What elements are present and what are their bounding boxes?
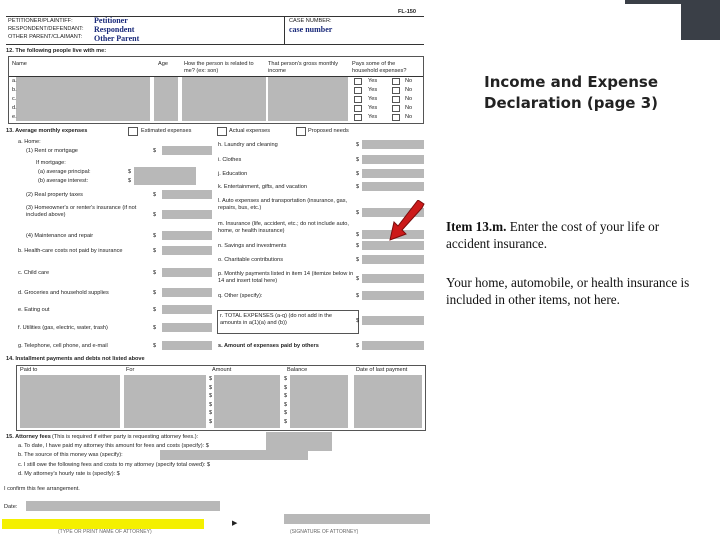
row-c: c.: [12, 96, 17, 102]
item-s: s. Amount of expenses paid by others: [218, 343, 319, 349]
right-amount-field-9[interactable]: [362, 291, 424, 300]
party-value-1: Petitioner: [94, 16, 128, 25]
row-2-yes-checkbox[interactable]: [354, 96, 362, 103]
amount-dollar-sign: $: [209, 418, 213, 425]
right-amount-field-2[interactable]: [362, 169, 424, 178]
col-for: For: [126, 367, 135, 373]
row-2-no-label: No: [405, 96, 413, 102]
col-pays: Pays some of the household expenses?: [352, 61, 407, 74]
amount-dollar-sign: $: [356, 276, 360, 282]
form-fl150-page3: FL-150 PETITIONER/PLAINTIFF: RESPONDENT/DEFENDANT: OTHER PARENT/CLAIMANT: Petitioner Respondent Other Parent CASE NUMBER: case number 12. The following people live with me: Name Age How the person is related to me? (ex: son) That person's gross monthly income Pays some of the household expenses? a. b. c. d. e. Yes No Yes No Yes No Yes No Yes No 13. Average monthly expenses Estimated expenses Actual expenses Proposed needs a. Home: (1) Rent or mortgage $ If mortgage: (a) average principal: $ (b) average interest: $ (2) Real property taxes $ (3) Homeowner's or renter's insurance (if not included above) $ (4) Maintenance and repair $ b. Health-care costs not paid by insurance $ c. Child care $ d. Groceries and household supplies $ e. Eating out $ f. Utilities (gas, electric, water, trash) $ g. Telephone, cell phone, and e-mail $ h. Laundry and cleaning i. Clothes j. Education k. Entertainment, gifts, and vacation l. Auto expenses and transportation (insurance, gas, repairs, bus, etc.) m. Insurance (life, accident, etc.; do not include auto, home, or health insurance) n. Savings and investments o. Charitable contributions p. Monthly payments listed in item 14 (itemize below in 14 and insert total here) q. Other (specify): r. TOTAL EXPENSES (a-q) (do not add in the amounts in a(1)(a) and (b)) s. Amount of expenses paid by others $ $ $ $ $ $ $ $ $ $ $ $ 14. Installment payments and debts not listed above Paid to For Amount Balance Date of last payment $ $ $ $ $ $ $ $ $ $ $ $ 15. Attorney fees (This is required if either party is requesting attorney fees.): a. To date, I have paid my attorney this amount for fees and costs (specify): $ b. The source of this money was (specify): c. I still owe the following fees and costs to my attorney (specify total owed): $ d. My attorney's hourly rate is (specify): $ I confirm this fee arrangement. Date: ▶ (TYPE OR PRINT NAME OF ATTORNEY) (SIGNATURE OF ATTORNEY): [0, 0, 430, 540]
amount-dollar-sign: $: [356, 171, 360, 177]
amount-dollar-sign: $: [209, 401, 213, 408]
section-15-sub: (This is required if either party is requesting attorney fees.):: [52, 434, 199, 440]
sig-right-caption: (SIGNATURE OF ATTORNEY): [290, 529, 359, 535]
party-label-2: RESPONDENT/DEFENDANT:: [8, 26, 84, 32]
row-3-yes-checkbox[interactable]: [354, 105, 362, 112]
item-p: p. Monthly payments listed in item 14 (itemize below in 14 and insert total here): [218, 271, 354, 284]
row-0-no-checkbox[interactable]: [392, 78, 400, 85]
item-r: r. TOTAL EXPENSES (a-q) (do not add in the amounts in a(1)(a) and (b)): [220, 313, 333, 326]
col-relation: How the person is related to me? (ex: son): [184, 61, 254, 74]
item-a: a. Home:: [18, 139, 41, 145]
section-12-title: 12. The following people live with me:: [6, 48, 107, 54]
proposed-checkbox[interactable]: [296, 127, 306, 136]
date-label: Date:: [4, 504, 18, 510]
case-number-value: case number: [289, 25, 333, 34]
right-amount-field-10[interactable]: [362, 316, 424, 325]
item-a3: (3) Homeowner's or renter's insurance (if not included above): [26, 205, 137, 218]
estimated-checkbox[interactable]: [128, 127, 138, 136]
party-label-1: PETITIONER/PLAINTIFF:: [8, 18, 73, 24]
right-amount-field-0[interactable]: [362, 140, 424, 149]
actual-checkbox[interactable]: [217, 127, 227, 136]
right-amount-field-7[interactable]: [362, 255, 424, 264]
balance-dollar-sign: $: [284, 418, 288, 425]
item-k: k. Entertainment, gifts, and vacation: [218, 184, 307, 190]
note-item-text: Enter the cost of your life or accident insurance.: [446, 219, 660, 251]
sig-left-caption: (TYPE OR PRINT NAME OF ATTORNEY): [58, 529, 152, 535]
party-value-3: Other Parent: [94, 34, 140, 43]
col-balance: Balance: [287, 367, 308, 373]
item-f: f. Utilities (gas, electric, water, trash): [18, 325, 108, 331]
item-principal: (a) average principal:: [38, 169, 91, 175]
fee-c: c. I still owe the following fees and costs to my attorney (specify total owed): $: [18, 462, 211, 468]
item-c: c. Child care: [18, 270, 50, 276]
item-m: m. Insurance (life, accident, etc.; do not include auto, home, or health insurance): [218, 221, 349, 234]
item-q: q. Other (specify):: [218, 293, 263, 299]
amount-dollar-sign: $: [356, 210, 360, 216]
corner-decoration: [625, 0, 720, 40]
fee-d: d. My attorney's hourly rate is (specify): $: [18, 471, 120, 477]
row-a: a.: [12, 78, 17, 84]
amount-dollar-sign: $: [356, 184, 360, 190]
item-a1: (1) Rent or mortgage: [26, 148, 78, 154]
next-arrow-icon: ▶: [232, 520, 238, 527]
item-d: d. Groceries and household supplies: [18, 290, 109, 296]
fee-confirm: I confirm this fee arrangement.: [4, 486, 80, 492]
item-a4: (4) Maintenance and repair: [26, 233, 94, 239]
right-amount-field-11[interactable]: [362, 341, 424, 350]
row-4-no-label: No: [405, 114, 413, 120]
attorney-name-highlight: [2, 519, 204, 529]
col-last-payment: Date of last payment: [356, 367, 408, 373]
party-value-2: Respondent: [94, 25, 135, 34]
col-amount: Amount: [212, 367, 232, 373]
row-0-yes-label: Yes: [368, 78, 378, 84]
amount-dollar-sign: $: [356, 318, 360, 324]
fee-b: b. The source of this money was (specify):: [18, 452, 123, 458]
amount-dollar-sign: $: [356, 293, 360, 299]
row-3-no-label: No: [405, 105, 413, 111]
amount-dollar-sign: $: [356, 157, 360, 163]
row-1-yes-label: Yes: [368, 87, 378, 93]
right-amount-field-1[interactable]: [362, 155, 424, 164]
item-l: l. Auto expenses and transportation (insurance, gas, repairs, bus, etc.): [218, 198, 348, 211]
slide-title-line1: Income and Expense: [484, 73, 658, 91]
col-age: Age: [158, 61, 168, 67]
row-4-no-checkbox[interactable]: [392, 114, 400, 121]
case-number-label: CASE NUMBER:: [289, 18, 332, 24]
item-h: h. Laundry and cleaning: [218, 142, 278, 148]
fee-a: a. To date, I have paid my attorney this amount for fees and costs (specify): $: [18, 443, 209, 449]
item-g: g. Telephone, cell phone, and e-mail: [18, 343, 108, 349]
amount-dollar-sign: $: [356, 232, 360, 238]
amount-dollar-sign: $: [356, 243, 360, 249]
row-e: e.: [12, 114, 17, 120]
col-income: That person's gross monthly income: [268, 61, 339, 74]
amount-dollar-sign: $: [356, 343, 360, 349]
slide-title-line2: Declaration (page 3): [484, 94, 658, 112]
balance-dollar-sign: $: [284, 376, 288, 382]
red-pointer-arrow-icon: [388, 200, 428, 244]
section-13-title: 13. Average monthly expenses: [6, 128, 88, 134]
col-name: Name: [12, 61, 27, 67]
balance-dollar-sign: $: [284, 384, 288, 391]
row-3-no-checkbox[interactable]: [392, 105, 400, 112]
actual-label: Actual expenses: [229, 128, 271, 134]
note-insurance: Your home, automobile, or health insurance is included in other items, not here.: [446, 275, 690, 307]
section-15-title: 15. Attorney fees: [6, 434, 51, 440]
row-b: b.: [12, 87, 17, 93]
amount-dollar-sign: $: [209, 410, 213, 416]
section-14-title: 14. Installment payments and debts not listed above: [6, 356, 145, 362]
row-1-yes-checkbox[interactable]: [354, 87, 362, 94]
item-e: e. Eating out: [18, 307, 50, 313]
item-b: b. Health-care costs not paid by insurance: [18, 248, 123, 254]
estimated-label: Estimated expenses: [141, 128, 192, 134]
right-amount-field-8[interactable]: [362, 274, 424, 283]
row-2-no-checkbox[interactable]: [392, 96, 400, 103]
item-i: i. Clothes: [218, 157, 242, 163]
item-o: o. Charitable contributions: [218, 257, 283, 263]
party-label-3: OTHER PARENT/CLAIMANT:: [8, 34, 83, 40]
form-code: FL-150: [398, 9, 417, 15]
balance-dollar-sign: $: [284, 393, 288, 399]
amount-dollar-sign: $: [209, 376, 213, 382]
balance-dollar-sign: $: [284, 410, 288, 416]
slide-title: [484, 72, 658, 114]
col-paid-to: Paid to: [20, 367, 38, 373]
amount-dollar-sign: $: [356, 142, 360, 148]
note-item-label: Item 13.m.: [446, 219, 507, 234]
balance-dollar-sign: $: [284, 401, 288, 408]
row-0-yes-checkbox[interactable]: [354, 78, 362, 85]
note-item-13m: [446, 219, 701, 252]
item-interest: (b) average interest:: [38, 178, 89, 184]
amount-dollar-sign: $: [209, 384, 213, 391]
right-amount-field-3[interactable]: [362, 182, 424, 191]
row-3-yes-label: Yes: [368, 105, 378, 111]
item-j: j. Education: [218, 171, 248, 177]
amount-dollar-sign: $: [209, 393, 213, 399]
row-4-yes-label: Yes: [368, 114, 378, 120]
item-a2: (2) Real property taxes: [26, 192, 83, 198]
proposed-label: Proposed needs: [308, 128, 349, 134]
item-mortgage: If mortgage:: [36, 160, 66, 166]
row-4-yes-checkbox[interactable]: [354, 114, 362, 121]
row-0-no-label: No: [405, 78, 413, 84]
row-2-yes-label: Yes: [368, 96, 378, 102]
item-n: n. Savings and investments: [218, 243, 287, 249]
amount-dollar-sign: $: [356, 257, 360, 263]
row-1-no-checkbox[interactable]: [392, 87, 400, 94]
row-1-no-label: No: [405, 87, 413, 93]
row-d: d.: [12, 105, 17, 111]
